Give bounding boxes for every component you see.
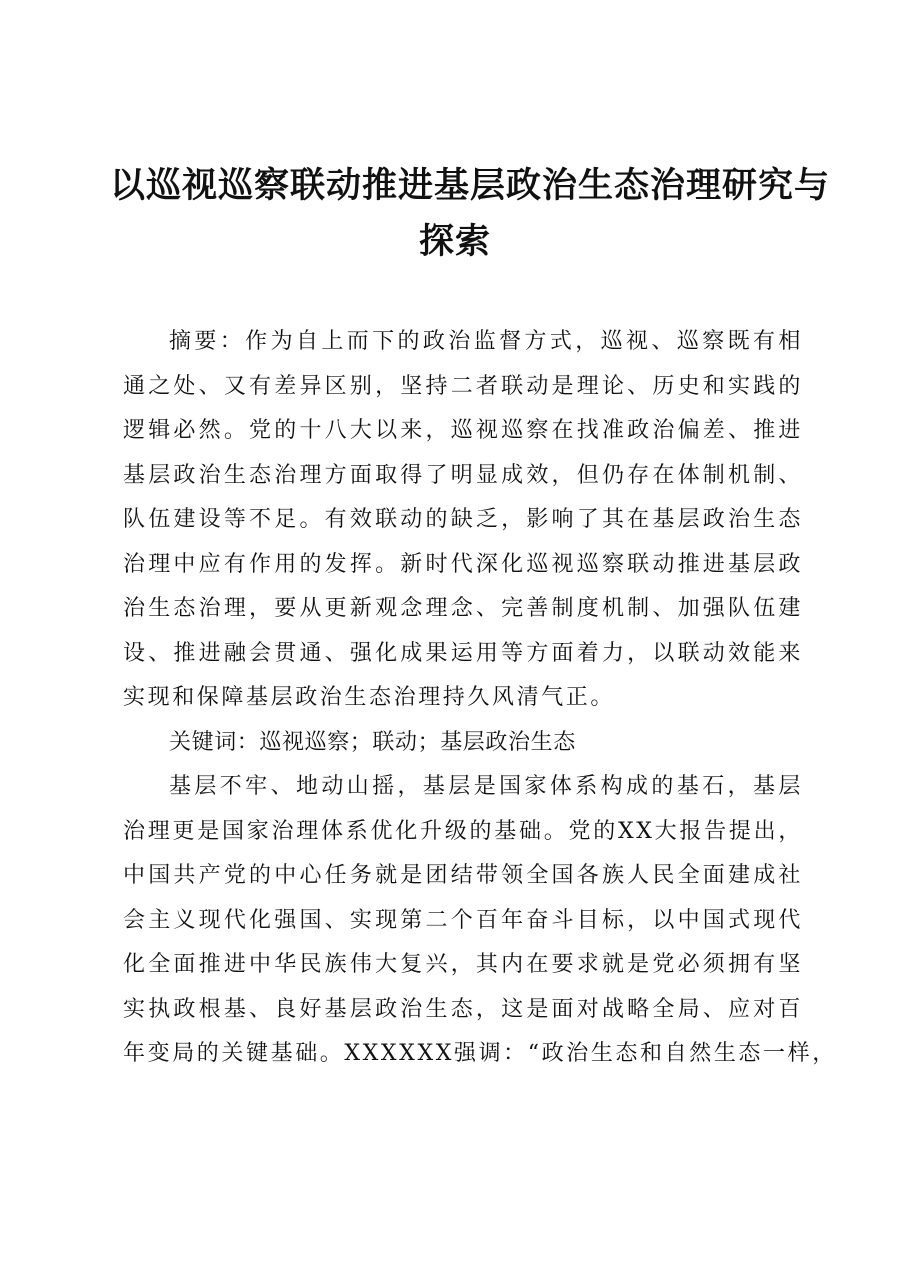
abstract-line: 治生态治理，要从更新观念理念、完善制度机制、加强队伍建 [123, 596, 803, 621]
abstract-line: 实现和保障基层政治生态治理持久风清气正。 [123, 685, 616, 710]
body-line: 会主义现代化强国、实现第二个百年奋斗目标，以中国式现代 [123, 907, 803, 933]
body-line: 化全面推进中华民族伟大复兴，其内在要求就是党必须拥有坚 [123, 952, 803, 977]
abstract-line: 通之处、又有差异区别，坚持二者联动是理论、历史和实践的 [123, 373, 803, 399]
abstract-line: 治理中应有作用的发挥。新时代深化巡视巡察联动推进基层政 [123, 551, 803, 577]
document-title [110, 158, 831, 270]
body-line: 基层不牢、地动山摇，基层是国家体系构成的基石，基层 [169, 774, 803, 799]
body-line: 实执政根基、良好基层政治生态，这是面对战略全局、应对百 [123, 996, 803, 1022]
document-body [123, 320, 837, 1077]
abstract-line: 设、推进融会贯通、强化成果运用等方面着力，以联动效能来 [123, 640, 803, 666]
abstract-line: 摘要：作为自上而下的政治监督方式，巡视、巡察既有相 [169, 329, 803, 354]
abstract-line: 逻辑必然。党的十八大以来，巡视巡察在找准政治偏差、推进 [123, 418, 803, 443]
abstract-line: 基层政治生态治理方面取得了明显成效，但仍存在体制机制、 [123, 462, 803, 488]
body-line: 中国共产党的中心任务就是团结带领全国各族人民全面建成社 [123, 863, 803, 888]
title-line: 以巡视巡察联动推进基层政治生态治理研究与 [110, 165, 831, 206]
body-line: 治理更是国家治理体系优化升级的基础。党的XX大报告提出， [123, 818, 803, 844]
abstract-line: 队伍建设等不足。有效联动的缺乏，影响了其在基层政治生态 [123, 507, 803, 532]
body-line: 年变局的关键基础。XXXXXX强调：“政治生态和自然生态一样， [123, 1041, 837, 1066]
title-line: 探索 [418, 221, 491, 262]
keywords-line: 关键词：巡视巡察；联动；基层政治生态 [169, 729, 576, 755]
